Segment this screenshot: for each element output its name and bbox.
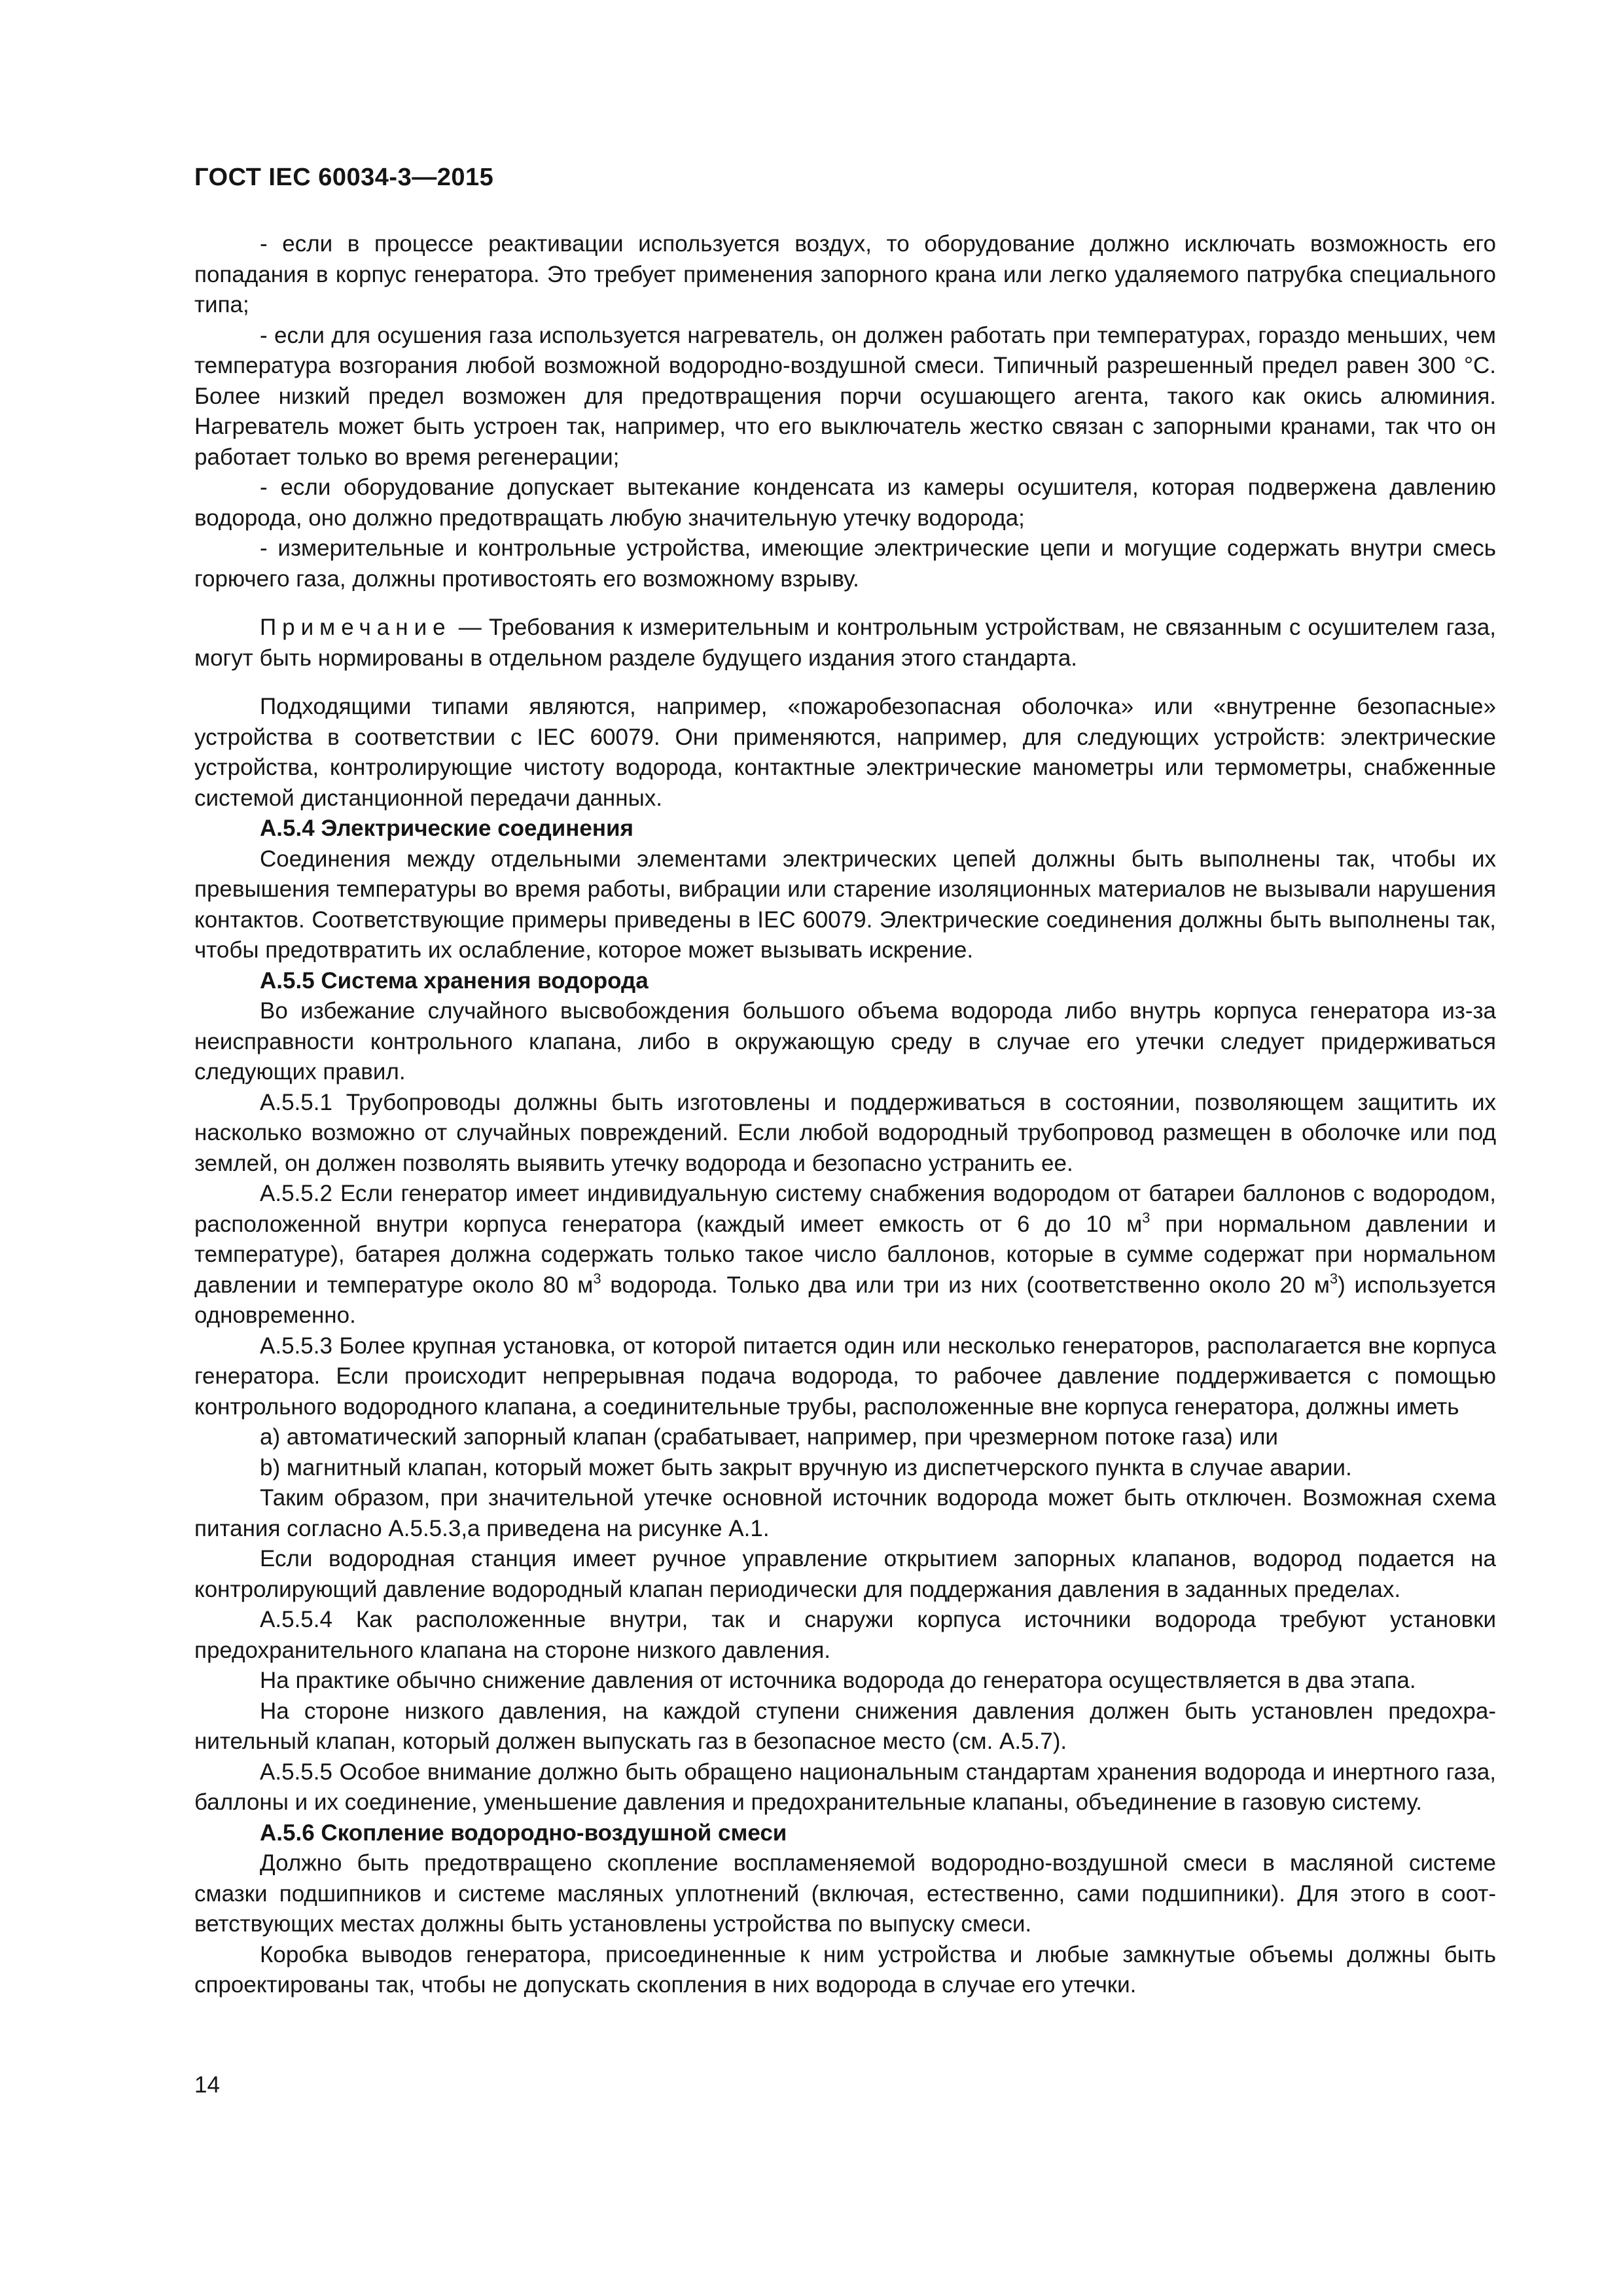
- text-run: водорода. Только два или три из них (соответственно около 20 м: [601, 1272, 1330, 1298]
- note-label: Примечание: [260, 615, 452, 640]
- superscript: 3: [593, 1270, 601, 1287]
- paragraph: А.5.5.3 Более крупная установка, от которой питается один или несколько генераторов, располагается вне корпуса генератора. Если происходит непрерывная подача водорода, то рабочее давление поддерживается с помощью контрольного водородного клапана, а соединительные трубы, расположенные вне корпуса генератора, должны иметь: [194, 1333, 1496, 1420]
- paragraph: Коробка выводов генератора, присоединенные к ним устройства и любые замкнутые объемы должны быть спроектированы так, чтобы не допускать скопления в них водорода в случае его утечки.: [194, 1941, 1496, 1998]
- paragraph: А.5.5.1 Трубопроводы должны быть изготовлены и поддерживаться в состоянии, позволяющем защитить их насколько возможно от случайных повреждений. Если любой водородный трубопровод размещен в оболочке или под землей, он должен позволять выявить утечку водорода и безопасно устранить ее.: [194, 1089, 1496, 1176]
- paragraph: На практике обычно снижение давления от источника водорода до генератора осуществляется в два этапа.: [260, 1668, 1416, 1693]
- paragraph: Во избежание случайного высвобождения большого объема водорода либо внутрь корпуса генератора из-за неисправности контрольного клапана, либо в окружающую среду в случае его утечки следует придерживаться следующих правил.: [194, 998, 1496, 1085]
- paragraph: А.5.5.4 Как расположенные внутри, так и снаружи корпуса источники водорода требуют установки предохранительного клапана на стороне низкого давления.: [194, 1607, 1496, 1663]
- paragraph: Должно быть предотвращено скопление воспламеняемой водородно-воздушной смеси в масляной системе смазки подшипников и системе масляных уплотнений (включая, естественно, сами подшипники). Для этого в соответствующих местах должны быть установлены устройства по выпуску смеси.: [194, 1850, 1496, 1937]
- paragraph: - если в процессе реактивации используется воздух, то оборудование должно исключать возможность его попадания в корпус генератора. Это требует применения запорного крана или легко удаляемого патрубка специального типа;: [194, 231, 1496, 317]
- superscript: 3: [1329, 1270, 1338, 1287]
- note-text: — Требования к измерительным и контрольным устройствам, не связанным с осушителем газа, могут быть нормированы в отдельном разделе будущего издания этого стандарта.: [194, 615, 1496, 671]
- list-item: a) автоматический запорный клапан (срабатывает, например, при чрезмерном потоке газа) или: [260, 1424, 1278, 1450]
- note-paragraph: [194, 613, 1496, 673]
- text-run: ) используется одновременно.: [194, 1272, 1497, 1328]
- text-run: при нормальном давлении и температуре), батарея должна содержать только такое число баллонов, которые в сумме содержат при нормальном давлении и температуре около 80 м: [194, 1211, 1496, 1298]
- text-run: А.5.5.2 Если генератор имеет индивидуальную систему снабжения водородом от батареи баллонов с водородом, расположенной внутри корпуса генератора (каждый имеет емкость от 6 до 10 м: [194, 1181, 1496, 1237]
- paragraph: Подходящими типами являются, например, «пожаробезопасная оболочка» или «внутренне безопасные» устройства в соответствии с IEC 60079. Они применяются, например, для следующих устройств: электрические устройства, контролирующие чистоту водорода, контактные электрические манометры или термометры, снабженные системой дистанционной передачи данных.: [194, 694, 1496, 811]
- list-item: b) магнитный клапан, который может быть закрыт вручную из диспетчерского пункта в случае аварии.: [260, 1454, 1352, 1480]
- section-heading-a55: А.5.5 Система хранения водорода: [260, 967, 649, 994]
- paragraph-a552: [194, 1179, 1496, 1331]
- superscript: 3: [1142, 1209, 1150, 1226]
- section-heading-a56: А.5.6 Скопление водородно-воздушной смеси: [260, 1820, 787, 1846]
- paragraph: - измерительные и контрольные устройства, имеющие электрические цепи и могущие содержать внутри смесь горючего газа, должны противостоять его возможному взрыву.: [194, 535, 1496, 592]
- paragraph: Соединения между отдельными элементами электрических цепей должны быть выполнены так, чтобы их превышения температуры во время работы, вибрации или старение изоляционных материалов не вызывали нарушения контактов. Соответствующие примеры приведены в IEC 60079. Электрические соединения должны быть выполнены так, чтобы предотвратить их ослабление, которое может вызывать искрение.: [194, 846, 1496, 963]
- paragraph: - если для осушения газа используется нагреватель, он должен работать при температурах, гораздо меньших, чем температура возгорания любой возможной водородно-воздушной смеси. Типичный разрешенный предел равен 300 °С. Более низкий предел возможен для предотвращения порчи осушающего агента, такого как окись алюминия. Нагреватель может быть устроен так, например, что его выключатель жестко связан с запорными кранами, так что он работает только во время регенерации;: [194, 322, 1496, 470]
- paragraph: Таким образом, при значительной утечке основной источник водорода может быть отключен. Возможная схема питания согласно А.5.5.3,а приведена на рисунке А.1.: [194, 1485, 1496, 1541]
- paragraph: - если оборудование допускает вытекание конденсата из камеры осушителя, которая подвержена давлению водорода, оно должно предотвращать любую значительную утечку водорода;: [194, 475, 1496, 531]
- section-heading-a54: А.5.4 Электрические соединения: [260, 816, 633, 841]
- paragraph: На стороне низкого давления, на каждой ступени снижения давления должен быть установлен предохранительный клапан, который должен выпускать газ в безопасное место (см. А.5.7).: [194, 1698, 1496, 1754]
- page-number: 14: [194, 2072, 220, 2098]
- document-body: [194, 229, 1496, 2001]
- document-header: ГОСТ IEC 60034-3—2015: [194, 164, 494, 191]
- paragraph: А.5.5.5 Особое внимание должно быть обращено национальным стандартам хранения водорода и инертного газа, баллоны и их соединение, уменьшение давления и предохранительные клапаны, объединение в газовую систему.: [194, 1759, 1496, 1815]
- paragraph: Если водородная станция имеет ручное управление открытием запорных клапанов, водород подается на контролирующий давление водородный клапан периодически для поддержания давления в заданных пределах.: [194, 1546, 1496, 1602]
